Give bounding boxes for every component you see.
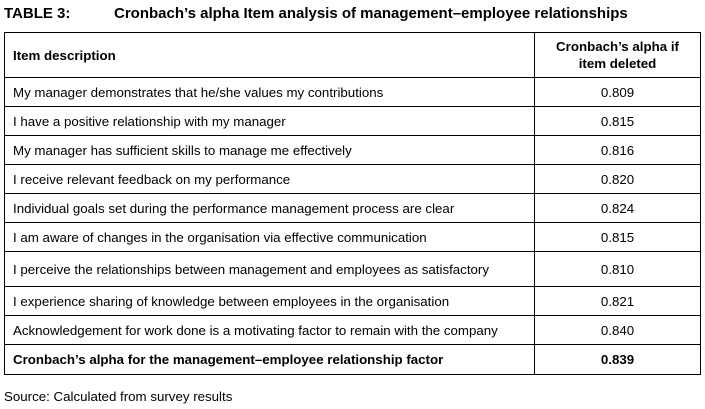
table-row xyxy=(5,136,701,165)
alpha-cell: 0.821 xyxy=(535,287,701,316)
header-alpha-line2: item deleted xyxy=(578,56,657,71)
alpha-cell: 0.824 xyxy=(535,194,701,223)
header-alpha-line1: Cronbach’s alpha if xyxy=(556,39,679,54)
summary-item-cell: Cronbach’s alpha for the management–employee relationship factor xyxy=(5,345,535,375)
table-row xyxy=(5,194,701,223)
table-label: TABLE 3: xyxy=(4,5,71,22)
table-row xyxy=(5,316,701,345)
table-row xyxy=(5,252,701,287)
item-cell: My manager has sufficient skills to manage me effectively xyxy=(5,136,535,165)
table-summary-row xyxy=(5,345,701,375)
item-cell: Acknowledgement for work done is a motivating factor to remain with the company xyxy=(5,316,535,345)
header-alpha-if-deleted xyxy=(535,33,701,78)
source-note: Source: Calculated from survey results xyxy=(4,389,233,404)
item-cell: I perceive the relationships between management and employees as satisfactory xyxy=(5,252,535,287)
alpha-cell: 0.840 xyxy=(535,316,701,345)
item-cell: My manager demonstrates that he/she values my contributions xyxy=(5,78,535,107)
table-row xyxy=(5,287,701,316)
item-cell: I receive relevant feedback on my performance xyxy=(5,165,535,194)
alpha-cell: 0.815 xyxy=(535,107,701,136)
table-row xyxy=(5,165,701,194)
alpha-cell: 0.815 xyxy=(535,223,701,252)
table-header-row xyxy=(5,33,701,78)
item-cell: I experience sharing of knowledge between employees in the organisation xyxy=(5,287,535,316)
header-item-description: Item description xyxy=(5,33,535,78)
table-row xyxy=(5,78,701,107)
alpha-cell: 0.809 xyxy=(535,78,701,107)
table-row xyxy=(5,223,701,252)
alpha-cell: 0.810 xyxy=(535,252,701,287)
alpha-cell: 0.816 xyxy=(535,136,701,165)
item-cell: Individual goals set during the performance management process are clear xyxy=(5,194,535,223)
alpha-cell: 0.820 xyxy=(535,165,701,194)
table-title: Cronbach’s alpha Item analysis of management–employee relationships xyxy=(114,5,628,22)
cronbach-alpha-table xyxy=(4,32,701,375)
item-cell: I have a positive relationship with my manager xyxy=(5,107,535,136)
summary-alpha-cell: 0.839 xyxy=(535,345,701,375)
table-caption xyxy=(4,3,700,25)
item-cell: I am aware of changes in the organisation via effective communication xyxy=(5,223,535,252)
table-row xyxy=(5,107,701,136)
